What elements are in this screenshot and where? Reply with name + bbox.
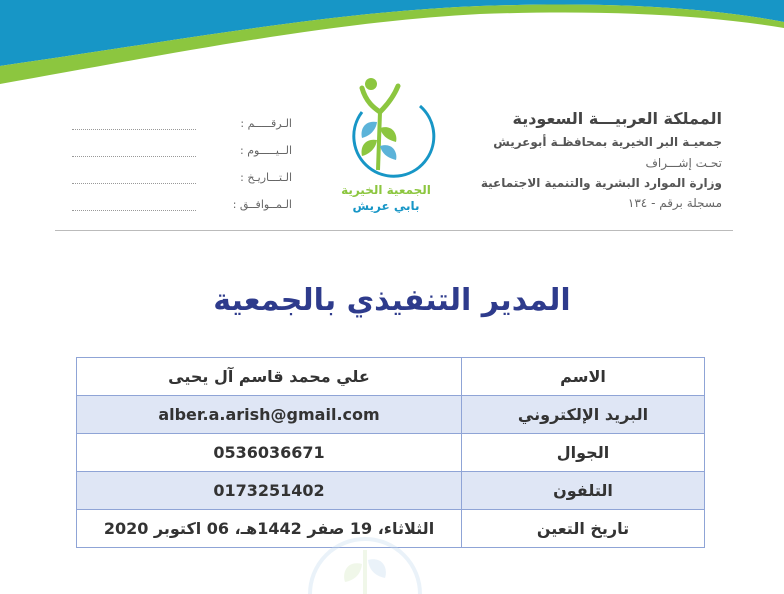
field-label-day: الــيـــــوم :: [240, 144, 292, 157]
association-logo: [340, 72, 450, 222]
table-row: [77, 472, 705, 510]
field-number: [72, 103, 292, 130]
row-value-appointment-date: الثلاثاء، 19 صفر 1442هـ، 06 اكتوبر 2020: [77, 510, 462, 548]
row-value-email[interactable]: alber.a.arish@gmail.com: [77, 396, 462, 434]
field-line-number: [72, 115, 196, 130]
organization-header: [462, 107, 722, 213]
field-corresponding: [72, 184, 292, 211]
field-date: [72, 157, 292, 184]
row-value-phone: 0173251402: [77, 472, 462, 510]
row-key-mobile: الجوال: [462, 434, 705, 472]
row-key-name: الاسم: [462, 358, 705, 396]
field-label-number: الـرقـــــم :: [240, 117, 292, 130]
logo-line-2: بابي عريش: [352, 199, 420, 213]
row-value-name: علي محمد قاسم آل يحيى: [77, 358, 462, 396]
field-day: [72, 130, 292, 157]
registration-number: مسجلة برقم - ١٣٤: [627, 196, 722, 210]
row-key-appointment-date: تاريخ التعين: [462, 510, 705, 548]
kingdom-name: المملكة العربيـــة السعودية: [512, 109, 722, 128]
row-key-email: البريد الإلكتروني: [462, 396, 705, 434]
table-row: [77, 358, 705, 396]
field-line-date: [72, 169, 196, 184]
reference-fields: [72, 103, 292, 211]
logo-line-1: الجمعية الخيرية: [341, 183, 431, 197]
field-label-corresponding: الـمــوافــق :: [232, 198, 292, 211]
row-value-mobile: 0536036671: [77, 434, 462, 472]
association-name: جمعيـة البر الخيرية بمحافظـة أبوعريش: [493, 135, 722, 149]
table-row: [77, 434, 705, 472]
table-row: [77, 396, 705, 434]
row-key-phone: التلفون: [462, 472, 705, 510]
ministry-name: وزارة الموارد البشرية والتنمية الاجتماعية: [480, 176, 722, 190]
page-title: المدير التنفيذي بالجمعية: [213, 283, 571, 318]
field-line-day: [72, 142, 196, 157]
field-line-corresponding: [72, 196, 196, 211]
field-label-date: الـتـــاريـخ :: [240, 171, 292, 184]
supervision-text: تحـت إشـــراف: [645, 156, 722, 170]
watermark-logo: [290, 520, 440, 594]
header-divider: [55, 230, 733, 231]
